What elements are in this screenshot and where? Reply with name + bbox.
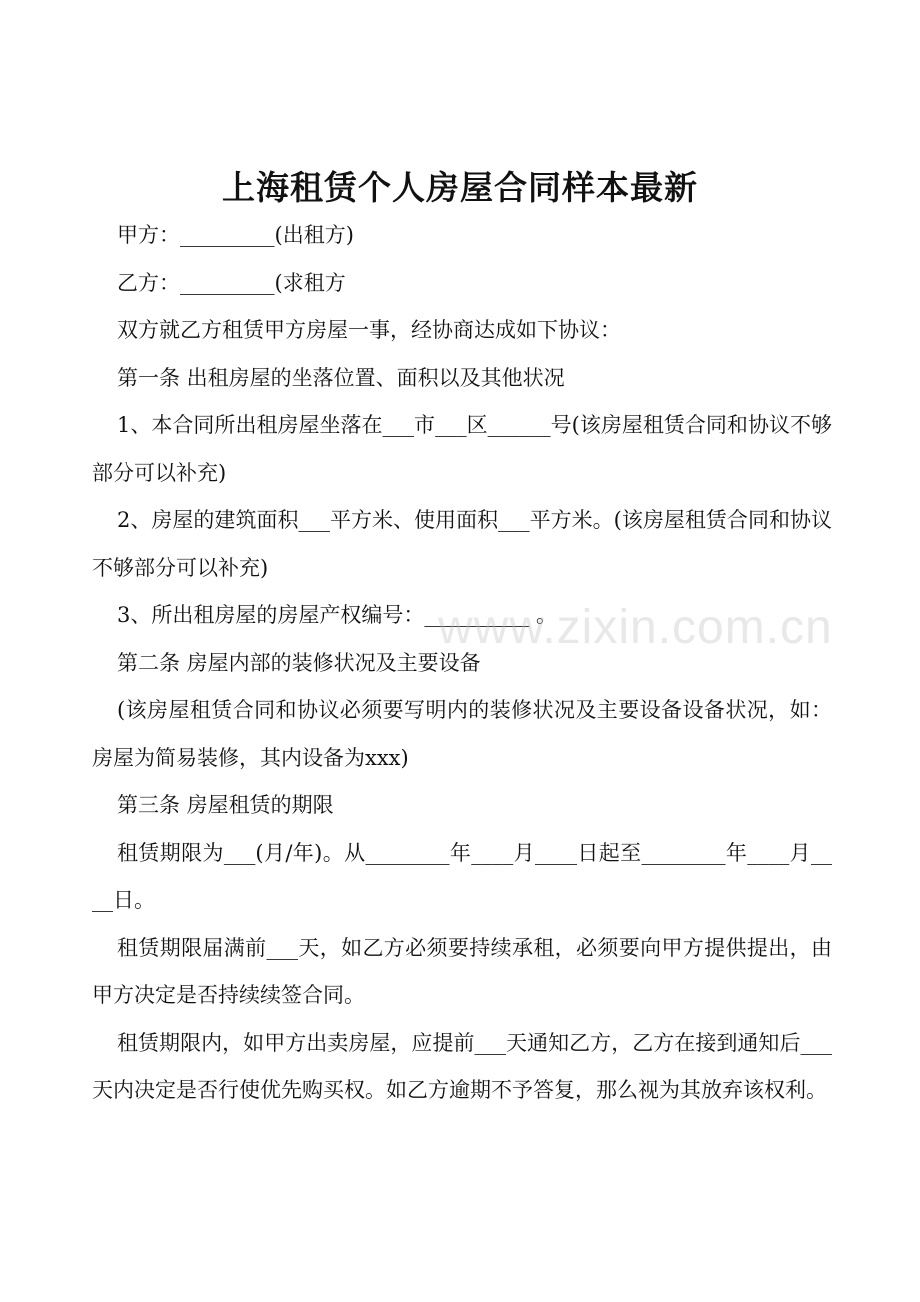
party-b-line: 乙方：_________(求租方 xyxy=(117,270,346,295)
preemptive-right: 租赁期限内，如甲方出卖房屋，应提前___天通知乙方，乙方在接到通知后___天内决定是否行使优先购买权。如乙方逾期不予答复，那么视为其放弃该权利。 xyxy=(92,1030,832,1102)
article-3-heading: 第三条 房屋租赁的期限 xyxy=(117,793,334,817)
party-a-line: 甲方：_________(出租方) xyxy=(117,223,354,247)
article-2-heading: 第二条 房屋内部的装修状况及主要设备 xyxy=(117,650,481,675)
article-1-item-3: 3、所出租房屋的房屋产权编号：__________ 。 xyxy=(117,603,558,627)
article-1-item-2: 2、房屋的建筑面积___平方米、使用面积___平方米。(该房屋租赁合同和协议不够部分可以补充) xyxy=(92,508,832,580)
lease-renewal: 租赁期限届满前___天，如乙方必须要持续承租，必须要向甲方提供提出，由甲方决定是否持续续签合同。 xyxy=(92,935,832,1007)
document-body xyxy=(92,212,832,1115)
agreement-intro: 双方就乙方租赁甲方房屋一事，经协商达成如下协议： xyxy=(117,318,621,342)
article-2-note: (该房屋租赁合同和协议必须要写明内的装修状况及主要设备设备状况，如：房屋为简易装修，其内设备为xxx) xyxy=(92,698,832,770)
article-1-item-1: 1、本合同所出租房屋坐落在___市___区______号(该房屋租赁合同和协议不够部分可以补充) xyxy=(92,413,832,485)
document-title: 上海租赁个人房屋合同样本最新 xyxy=(222,168,698,207)
lease-term: 租赁期限为___(月/年)。从________年____月____日起至________年____月____日。 xyxy=(92,840,832,912)
article-1-heading: 第一条 出租房屋的坐落位置、面积以及其他状况 xyxy=(117,365,565,390)
watermark: www.zixin.com.cn xyxy=(438,601,833,654)
